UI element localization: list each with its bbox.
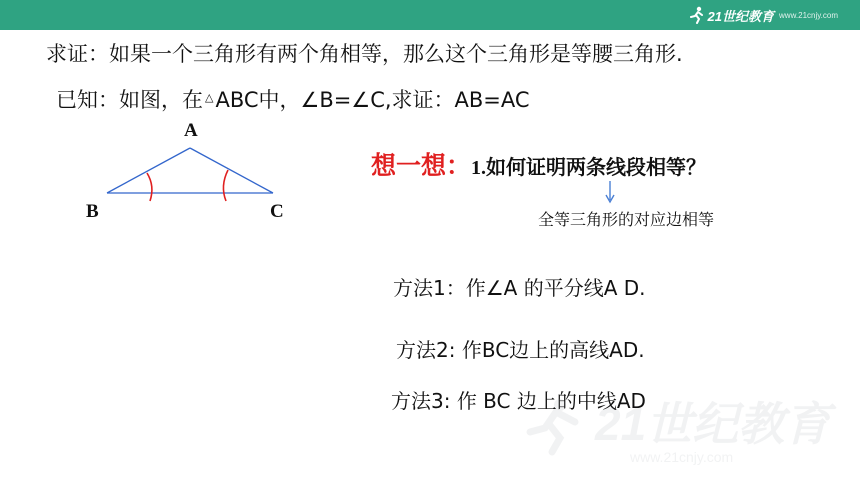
triangle-symbol: △	[205, 91, 214, 104]
think-lead: 想一想：	[371, 151, 472, 180]
theorem-statement: 求证：如果一个三角形有两个角相等，那么这个三角形是等腰三角形.	[46, 42, 683, 66]
think-question: 如何证明两条线段相等？	[486, 155, 707, 179]
vertex-b-label: B	[86, 201, 99, 222]
question-number: 1.	[471, 157, 487, 179]
hint-text: 全等三角形的对应边相等	[538, 210, 715, 229]
watermark-text: 21世纪教育	[595, 398, 831, 450]
watermark-url: www.21cnjy.com	[630, 449, 734, 465]
given-prefix: 已知：如图，在	[56, 88, 203, 112]
brand-name: 21世纪教育	[707, 8, 775, 24]
brand-url: www.21cnjy.com	[779, 10, 838, 20]
given-suffix: ABC中，∠B=∠C,求证：AB=AC	[215, 88, 530, 112]
method-2: 方法2: 作BC边上的高线AD.	[396, 338, 645, 362]
method-1: 方法1：作∠A 的平分线A D.	[393, 276, 646, 300]
method-3: 方法3: 作 BC 边上的中线AD	[391, 389, 646, 413]
vertex-c-label: C	[270, 201, 284, 222]
vertex-a-label: A	[184, 120, 198, 141]
